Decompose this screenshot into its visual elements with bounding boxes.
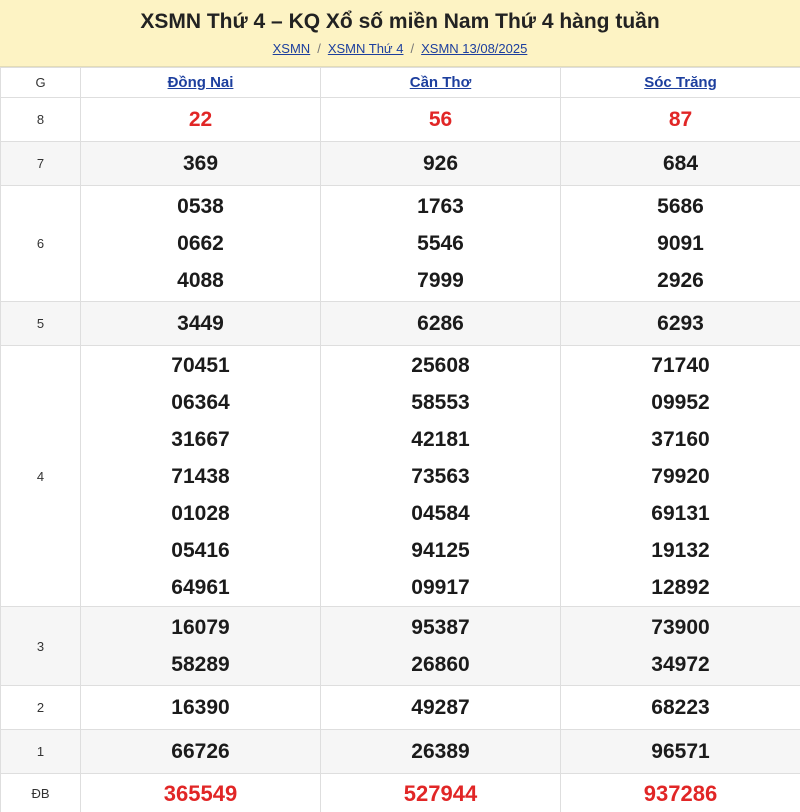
lottery-number: 0538 (177, 195, 224, 218)
result-cell-dong-nai (81, 774, 321, 812)
lottery-number: 527944 (403, 781, 478, 806)
province-link-can-tho[interactable]: Cần Thơ (409, 74, 472, 91)
lottery-number: 58553 (411, 390, 470, 414)
lottery-number: 0662 (177, 232, 224, 255)
result-cell-soc-trang (561, 98, 800, 142)
result-cell-soc-trang (561, 346, 800, 607)
lottery-number: 37160 (651, 427, 710, 451)
lottery-number: 94125 (411, 538, 470, 562)
result-cell-can-tho (321, 774, 561, 812)
result-cell-soc-trang (561, 186, 800, 302)
results-body (1, 98, 800, 812)
lottery-number: 79920 (651, 464, 710, 488)
province-header-soc-trang (561, 68, 800, 98)
lottery-number: 95387 (411, 616, 470, 639)
page-header (0, 0, 800, 67)
result-cell-soc-trang (561, 302, 800, 346)
prize-column-header: G (1, 68, 81, 98)
result-cell-can-tho (321, 142, 561, 186)
result-cell-can-tho (321, 686, 561, 730)
result-cell-soc-trang (561, 774, 800, 812)
prize-label: ĐB (1, 774, 81, 812)
result-cell-dong-nai (81, 730, 321, 774)
lottery-number: 96571 (651, 740, 710, 763)
lottery-number: 26389 (411, 740, 470, 763)
province-header-dong-nai (81, 68, 321, 98)
lottery-number: 70451 (171, 353, 230, 377)
prize-row (1, 686, 800, 730)
result-cell-can-tho (321, 730, 561, 774)
lottery-number: 6286 (417, 312, 464, 335)
prize-label: 7 (1, 142, 81, 186)
lottery-number: 12892 (651, 575, 710, 599)
result-cell-can-tho (321, 186, 561, 302)
lottery-number: 04584 (411, 501, 470, 525)
lottery-number: 926 (422, 152, 459, 175)
prize-row (1, 142, 800, 186)
result-cell-can-tho (321, 607, 561, 686)
result-cell-soc-trang (561, 607, 800, 686)
lottery-number: 3449 (177, 312, 224, 335)
result-cell-dong-nai (81, 186, 321, 302)
lottery-number: 6293 (657, 312, 704, 335)
lottery-number: 01028 (171, 501, 230, 525)
result-cell-soc-trang (561, 686, 800, 730)
prize-row (1, 346, 800, 607)
lottery-number: 1763 (417, 195, 464, 218)
prize-row (1, 730, 800, 774)
prize-row (1, 302, 800, 346)
result-cell-dong-nai (81, 142, 321, 186)
prize-label: 5 (1, 302, 81, 346)
result-cell-dong-nai (81, 686, 321, 730)
breadcrumb (273, 40, 528, 58)
lottery-number: 87 (668, 108, 693, 131)
lottery-number: 49287 (411, 696, 470, 719)
lottery-number: 937286 (643, 781, 718, 806)
prize-label: 1 (1, 730, 81, 774)
breadcrumb-separator: / (410, 41, 415, 56)
result-cell-dong-nai (81, 98, 321, 142)
province-link-soc-trang[interactable]: Sóc Trăng (644, 74, 717, 91)
lottery-number: 42181 (411, 427, 470, 451)
prize-row (1, 186, 800, 302)
breadcrumb-link-xsmn-date[interactable]: XSMN 13/08/2025 (421, 41, 528, 56)
lottery-number: 2926 (657, 269, 704, 292)
province-link-dong-nai[interactable]: Đồng Nai (167, 74, 234, 91)
result-cell-dong-nai (81, 346, 321, 607)
lottery-number: 19132 (651, 538, 710, 562)
lottery-number: 05416 (171, 538, 230, 562)
lottery-number: 66726 (171, 740, 230, 763)
lottery-number: 7999 (417, 269, 464, 292)
prize-label: 8 (1, 98, 81, 142)
lottery-number: 5546 (417, 232, 464, 255)
province-header-can-tho (321, 68, 561, 98)
prize-label: 3 (1, 607, 81, 686)
result-cell-soc-trang (561, 730, 800, 774)
lottery-number: 56 (428, 108, 453, 131)
lottery-number: 4088 (177, 269, 224, 292)
lottery-number: 9091 (657, 232, 704, 255)
breadcrumb-link-xsmn[interactable]: XSMN (272, 41, 311, 56)
prize-row (1, 774, 800, 812)
lottery-number: 31667 (171, 427, 230, 451)
lottery-number: 16079 (171, 616, 230, 639)
page-title: XSMN Thứ 4 – KQ Xổ số miền Nam Thứ 4 hàng tuần (140, 10, 660, 33)
lottery-number: 68223 (651, 696, 710, 719)
lottery-number: 365549 (163, 781, 238, 806)
prize-label: 6 (1, 186, 81, 302)
lottery-number: 69131 (651, 501, 710, 525)
lottery-number: 71740 (651, 353, 710, 377)
lottery-number: 34972 (651, 653, 710, 676)
lottery-number: 06364 (171, 390, 230, 414)
result-cell-dong-nai (81, 607, 321, 686)
lottery-number: 22 (188, 108, 213, 131)
prize-row (1, 98, 800, 142)
lottery-number: 25608 (411, 353, 470, 377)
table-header-row (1, 68, 800, 98)
prize-label: 2 (1, 686, 81, 730)
lottery-number: 684 (662, 152, 699, 175)
breadcrumb-link-xsmn-thu-4[interactable]: XSMN Thứ 4 (327, 41, 404, 56)
lottery-number: 369 (182, 152, 219, 175)
result-cell-can-tho (321, 302, 561, 346)
breadcrumb-separator: / (317, 41, 321, 56)
result-cell-can-tho (321, 98, 561, 142)
lottery-number: 5686 (657, 195, 704, 218)
lottery-number: 09952 (651, 390, 710, 414)
results-table (0, 67, 800, 812)
lottery-number: 58289 (171, 653, 230, 676)
lottery-number: 09917 (411, 575, 470, 599)
lottery-number: 16390 (171, 696, 230, 719)
result-cell-dong-nai (81, 302, 321, 346)
prize-row (1, 607, 800, 686)
result-cell-soc-trang (561, 142, 800, 186)
lottery-number: 73900 (651, 616, 710, 639)
result-cell-can-tho (321, 346, 561, 607)
lottery-number: 26860 (411, 653, 470, 676)
lottery-number: 73563 (411, 464, 470, 488)
lottery-number: 64961 (171, 575, 230, 599)
prize-label: 4 (1, 346, 81, 607)
lottery-number: 71438 (171, 464, 230, 488)
